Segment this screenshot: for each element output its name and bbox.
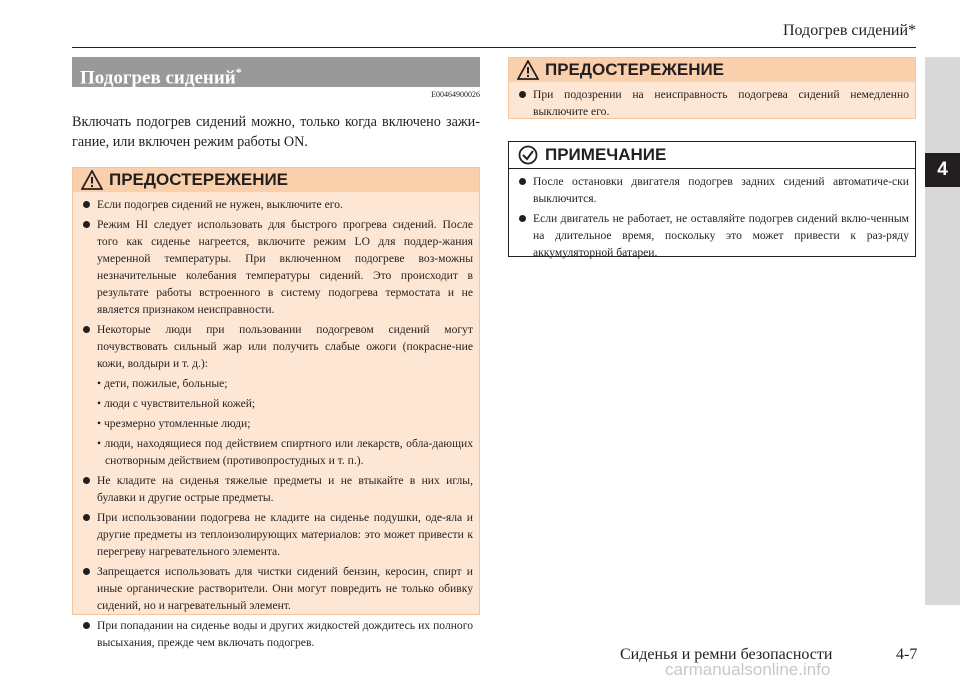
bullet-list-item [515, 86, 909, 120]
bullet-dot-icon [83, 201, 90, 208]
bullet-list-item [79, 509, 473, 560]
bullet-item-text: Если подогрев сидений не нужен, выключите его. [97, 198, 343, 211]
bullet-item-text: Запрещается использовать для чистки сидений бензин, керосин, спирт и иные органические растворители. Они могут повредить не только обивку сидений, но и нагревательный элемент. [97, 565, 473, 612]
warning-box-right [508, 57, 916, 119]
bullet-item-text: Некоторые люди при пользовании подогревом сидений могут почувствовать сильный жар или получить слабые ожоги (покрасне-ние кожи, волдыри и т. д.): [97, 323, 473, 370]
warning-list-right [509, 82, 915, 127]
bullet-item-text: Режим HI следует использовать для быстрого прогрева сидений. После того как сиденье нагреется, включите режим LO для поддер-жания умеренной температуры. При включенном подогреве воз-можны незначительные колебания температуры сидений. Это происходит в результате работы встроенного в систему подогрева термостата и не является признаком неисправности. [97, 218, 473, 316]
bullet-list-item [79, 216, 473, 318]
bullet-dot-icon [83, 326, 90, 333]
sub-list-item [79, 395, 473, 412]
note-box [508, 141, 916, 257]
checkmark-icon [517, 145, 539, 165]
sub-list-item [79, 375, 473, 392]
bullet-dot-icon [83, 622, 90, 629]
sub-item-text: • люди, находящиеся под действием спиртного или лекарств, обла-дающих снотворным действием (противопростудных и т. п.). [97, 437, 473, 467]
sub-list-item [79, 415, 473, 432]
section-title-mark: * [235, 65, 242, 79]
section-title-bar [72, 57, 480, 87]
warning-box-left [72, 167, 480, 649]
intro-paragraph: Включать подогрев сидений можно, только когда включено зажи-гание, или включен режим работы ON. [72, 114, 480, 150]
bullet-dot-icon [519, 215, 526, 222]
bullet-item-text: При подозрении на неисправность подогрева сидений немедленно выключите его. [533, 88, 909, 118]
sub-item-text: • дети, пожилые, больные; [97, 377, 228, 390]
bullet-dot-icon [83, 514, 90, 521]
bullet-list-item [79, 617, 473, 651]
bullet-list-item [79, 472, 473, 506]
bullet-dot-icon [519, 91, 526, 98]
bullet-dot-icon [83, 477, 90, 484]
bullet-item-text: При использовании подогрева не кладите на сиденье подушки, оде-яла и другие предметы из теплоизолирующих материалов: это может привести к перегреву нагревательного элемента. [97, 511, 473, 558]
warning-heading-text: ПРЕДОСТЕРЕЖЕНИЕ [109, 170, 289, 189]
bullet-item-text: Если двигатель не работает, не оставляйте подогрев сидений вклю-ченным на длительное время, поскольку это может привести к раз-ряду аккумуляторной батареи. [533, 212, 909, 259]
footer-section-title: Сиденья и ремни безопасности [620, 646, 833, 663]
bullet-dot-icon [83, 568, 90, 575]
warning-list-left [73, 192, 479, 658]
sub-list-item [79, 435, 473, 469]
chapter-side-tab [925, 57, 960, 605]
bullet-dot-icon [83, 221, 90, 228]
footer-page-number: 4-7 [896, 646, 918, 663]
section-code: E00464900026 [431, 90, 480, 99]
warning-heading-left [73, 168, 479, 192]
warning-triangle-icon [517, 60, 539, 80]
bullet-list-item [515, 210, 909, 261]
page-header [72, 10, 916, 48]
section-title: Подогрев сидений [80, 67, 236, 89]
note-list [509, 169, 915, 268]
bullet-item-text: При попадании на сиденье воды и других жидкостей дождитесь их полного высыхания, прежде чем включать подогрев. [97, 619, 473, 649]
bullet-item-text: Не кладите на сиденья тяжелые предметы и не втыкайте в них иглы, булавки и другие острые предметы. [97, 474, 473, 504]
warning-heading-right [509, 58, 915, 82]
bullet-item-text: После остановки двигателя подогрев задних сидений автоматиче-ски выключится. [533, 175, 909, 205]
warning-heading-text: ПРЕДОСТЕРЕЖЕНИЕ [545, 60, 725, 79]
bullet-list-item [79, 196, 473, 213]
watermark: carmanualsonline.info [665, 660, 831, 679]
bullet-list-item [79, 321, 473, 372]
header-rule [72, 47, 916, 48]
chapter-number: 4 [925, 153, 960, 187]
sub-item-text: • люди с чувствительной кожей; [97, 397, 256, 410]
bullet-dot-icon [519, 178, 526, 185]
warning-triangle-icon [81, 170, 103, 190]
bullet-list-item [79, 563, 473, 614]
bullet-list-item [515, 173, 909, 207]
header-title: Подогрев сидений* [782, 22, 916, 39]
note-heading [509, 142, 915, 169]
note-heading-text: ПРИМЕЧАНИЕ [545, 145, 667, 164]
sub-item-text: • чрезмерно утомленные люди; [97, 417, 251, 430]
